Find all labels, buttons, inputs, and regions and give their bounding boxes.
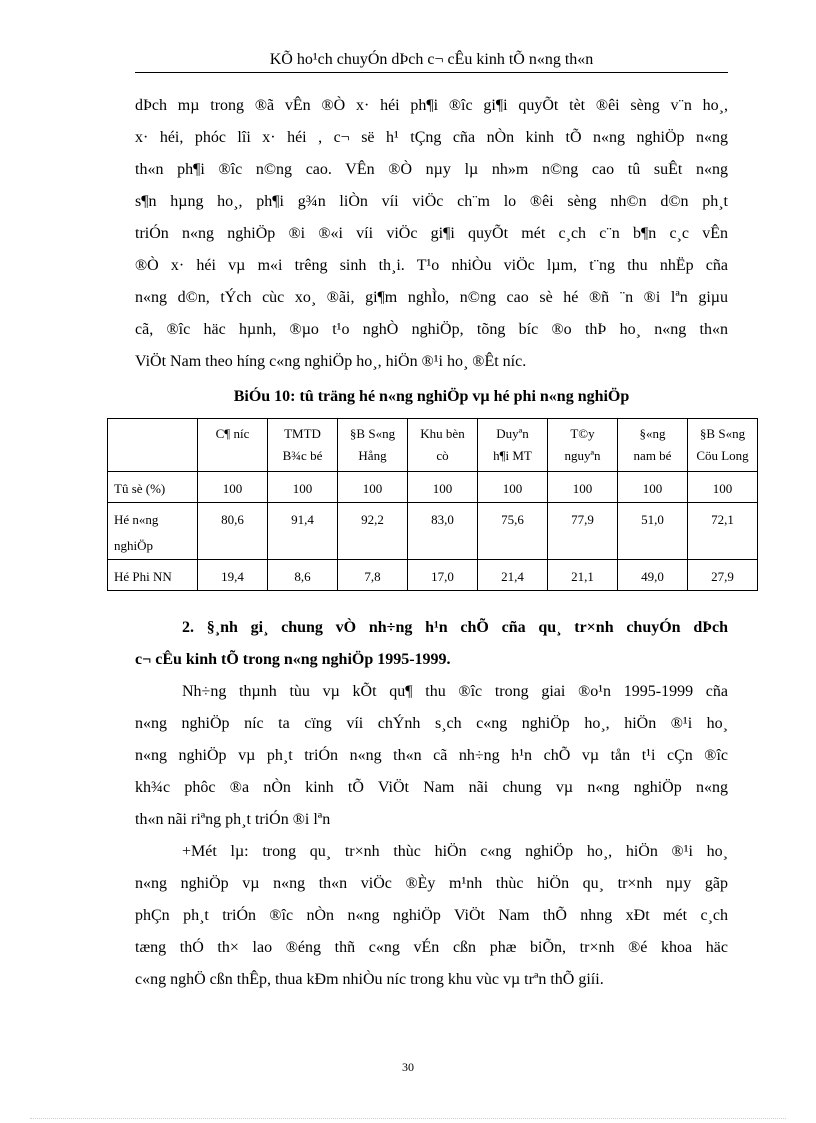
table-cell: 83,0 [408,503,478,560]
table-cell: 100 [688,472,758,503]
text-line: cã, ®îc häc hµnh, ®µo t¹o nghÒ nghiÖp, tõng bíc ®o thÞ ho¸ n«ng th«n [135,321,728,338]
column-header: T©y nguyªn [548,419,618,472]
intro-paragraph [135,90,728,378]
text-line: th«n ph¶i ®îc n©ng cao. VÊn ®Ò nµy lµ nh»m n©ng cao tû suÊt n«ng [135,161,728,178]
page-edge-divider [30,1118,786,1119]
table-cell: 19,4 [198,560,268,591]
column-header: §B S«ng Hång [338,419,408,472]
table-cell: 7,8 [338,560,408,591]
table-cell: 51,0 [618,503,688,560]
table-cell: 100 [548,472,618,503]
column-header [108,419,198,472]
heading-line: 2. §¸nh gi¸ chung vÒ nh÷ng h¹n chÕ cña qu¸ tr×nh chuyÓn dÞch [182,619,728,636]
table-cell: 21,1 [548,560,618,591]
page-number: 30 [402,1060,414,1074]
section-paragraph-1 [135,676,728,836]
running-header: KÕ ho¹ch chuyÓn dÞch c¬ cÊu kinh tÕ n«ng th«n [269,51,594,68]
column-header: TMTD B¾c bé [268,419,338,472]
text-line: x· héi, phóc lîi x· héi , c¬ së h¹ tÇng cña nÒn kinh tÕ n«ng nghiÖp n«ng [135,129,728,146]
table-cell: 100 [338,472,408,503]
table-cell: 100 [618,472,688,503]
table-cell: 27,9 [688,560,758,591]
household-share-table [107,418,758,591]
table-cell: 17,0 [408,560,478,591]
table-cell: 49,0 [618,560,688,591]
section-paragraph-2 [135,836,728,996]
text-line: ViÖt Nam theo híng c«ng nghiÖp ho¸, hiÖn ®¹i ho¸ ®Êt níc. [135,353,527,370]
table-cell: 100 [268,472,338,503]
row-label: Hé n«ng nghiÖp [108,503,198,560]
row-label: Tû sè (%) [108,472,198,503]
table-row [108,560,758,591]
table-cell: 77,9 [548,503,618,560]
table-caption: BiÓu 10: tû träng hé n«ng nghiÖp vµ hé phi n«ng nghiÖp [233,388,630,405]
text-line: s¶n hµng ho¸, ph¶i g¾n liÒn víi viÖc ch¨m lo ®êi sèng nh©n d©n ph¸t [135,193,728,210]
text-line: n«ng nghiÖp vµ ph¸t triÓn n«ng th«n cã nh÷ng h¹n chÕ vµ tån t¹i cÇn ®îc [135,747,728,764]
text-line: +Mét lµ: trong qu¸ tr×nh thùc hiÖn c«ng nghiÖp ho¸, hiÖn ®¹i ho¸ [182,843,728,860]
text-line: n«ng nghiÖp níc ta cïng víi chÝnh s¸ch c«ng nghiÖp ho¸, hiÖn ®¹i ho¸ [135,715,728,732]
table-cell: 75,6 [478,503,548,560]
table-cell: 80,6 [198,503,268,560]
column-header: Duyªn h¶i MT [478,419,548,472]
column-header: §«ng nam bé [618,419,688,472]
table-cell: 100 [408,472,478,503]
heading-line: c¬ cÊu kinh tÕ trong n«ng nghiÖp 1995-1999. [135,651,451,668]
text-line: n«ng d©n, tÝch cùc xo¸ ®ãi, gi¶m nghÌo, n©ng cao sè hé ®ñ ¨n ®i lªn giµu [135,289,728,306]
text-line: kh¾c phôc ®a nÒn kinh tÕ ViÖt Nam nãi chung vµ n«ng nghiÖp n«ng [135,779,728,796]
table-cell: 91,4 [268,503,338,560]
table-cell: 8,6 [268,560,338,591]
row-label: Hé Phi NN [108,560,198,591]
text-line: ®Ò x· héi vµ m«i trêng sinh th¸i. T¹o nhiÒu viÖc lµm, t¨ng thu nhËp cña [135,257,728,274]
text-line: c«ng nghÖ cßn thÊp, thua kÐm nhiÒu níc trong khu vùc vµ trªn thÕ giíi. [135,971,604,988]
text-line: n«ng nghiÖp vµ n«ng th«n viÖc ®Èy m¹nh thùc hiÖn qu¸ tr×nh nµy gãp [135,875,728,892]
table-row [108,503,758,560]
table-cell: 92,2 [338,503,408,560]
text-line: Nh÷ng thµnh tùu vµ kÕt qu¶ thu ®îc trong giai ®o¹n 1995-1999 cña [182,683,728,700]
text-line: tæng thÓ th× lao ®éng thñ c«ng vÉn cßn phæ biÕn, tr×nh ®é khoa häc [135,939,728,956]
section-heading [135,612,728,676]
text-line: dÞch mµ trong ®ã vÊn ®Ò x· héi ph¶i ®îc gi¶i quyÕt tèt ®êi sèng v¨n ho¸, [135,97,728,114]
table-cell: 72,1 [688,503,758,560]
table-row [108,472,758,503]
column-header: Khu bèn cò [408,419,478,472]
text-line: th«n nãi riªng ph¸t triÓn ®i lªn [135,811,331,828]
column-header: C¶ níc [198,419,268,472]
header-rule [135,72,728,73]
table-cell: 100 [478,472,548,503]
table-header-row [108,419,758,472]
table-cell: 100 [198,472,268,503]
column-header: §B S«ng Cöu Long [688,419,758,472]
text-line: phÇn ph¸t triÓn ®îc nÒn n«ng nghiÖp ViÖt Nam thÕ nhng xÐt mét c¸ch [135,907,728,924]
table-cell: 21,4 [478,560,548,591]
text-line: triÓn n«ng nghiÖp ®i ®«i víi viÖc gi¶i quyÕt mét c¸ch c¨n b¶n c¸c vÊn [135,225,728,242]
